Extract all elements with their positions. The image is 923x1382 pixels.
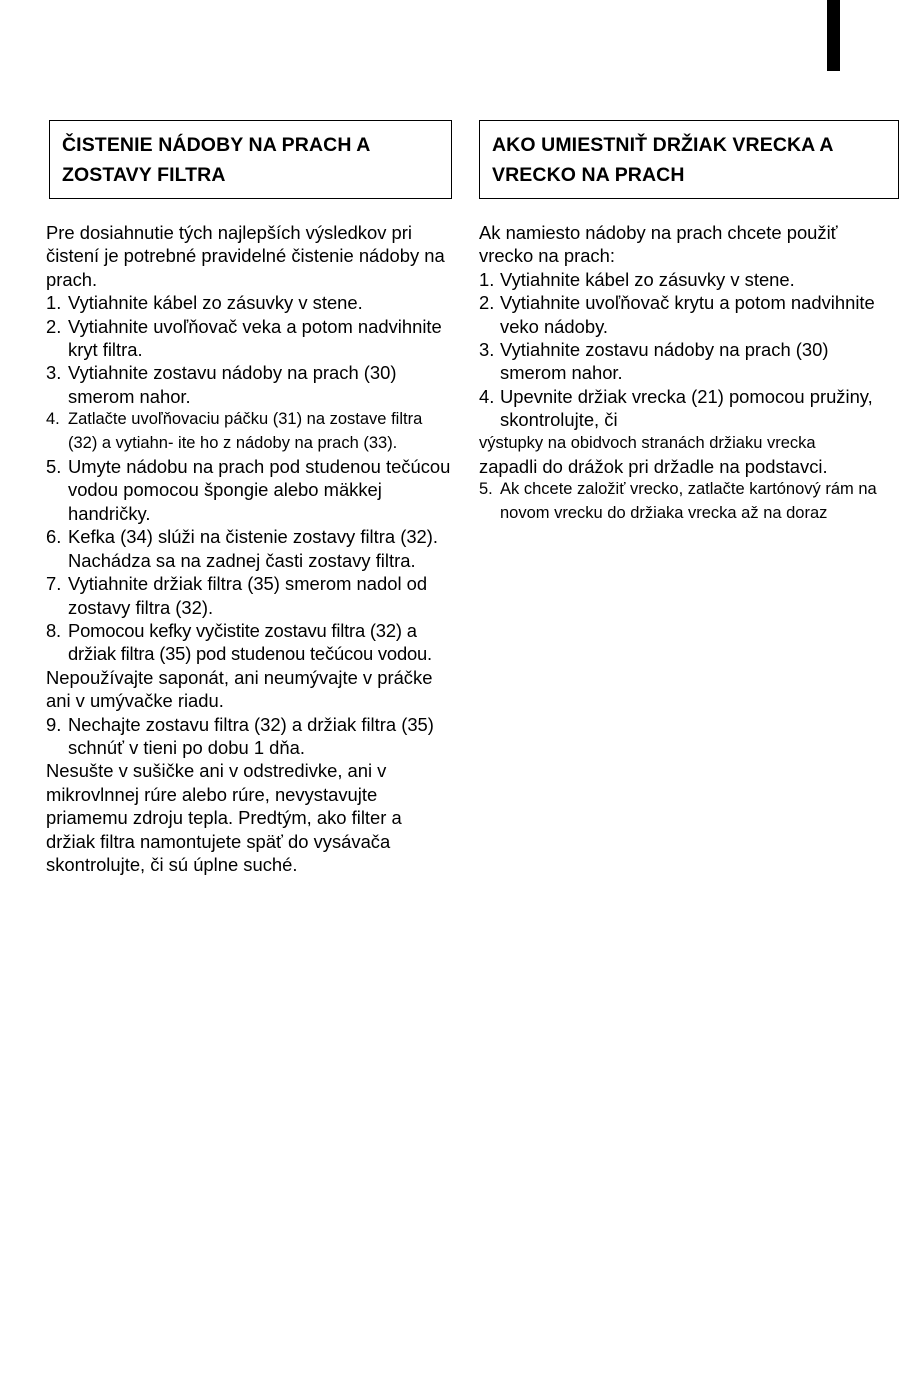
item-text: Umyte nádobu na prach pod studenou tečúcou vodou pomocou špongie alebo mäkkej handričky. bbox=[68, 456, 451, 524]
item-text: Nechajte zostavu filtra (32) a držiak filtra (35) schnúť v tieni po dobu 1 dňa. bbox=[68, 713, 434, 758]
item-text: Vytiahnite zostavu nádoby na prach (30) smerom nahor. bbox=[68, 362, 397, 407]
bag-instructions bbox=[479, 221, 889, 525]
item-text: Vytiahnite uvoľňovač veka a potom nadvihnite kryt filtra. bbox=[68, 315, 442, 361]
item-text: Vytiahnite kábel zo zásuvky v stene. bbox=[500, 268, 795, 290]
heading-line: AKO UMIESTNIŤ DRŽIAK VRECKA A bbox=[492, 134, 834, 156]
heading-line: ZOSTAVY FILTRA bbox=[62, 164, 226, 186]
list-item bbox=[46, 713, 452, 760]
list-item bbox=[479, 291, 889, 338]
list-item bbox=[46, 572, 452, 619]
item-number: 3. bbox=[479, 339, 495, 361]
list-item bbox=[479, 338, 889, 385]
cleaning-instructions bbox=[46, 221, 452, 876]
list-item bbox=[46, 361, 452, 408]
item-number: 4. bbox=[479, 385, 495, 407]
right-column bbox=[479, 120, 889, 525]
item-number: 4. bbox=[46, 410, 60, 429]
section-heading-cleaning bbox=[49, 120, 452, 199]
item-text: Ak chcete založiť vrecko, zatlačte kartónový rám na novom vrecku do držiaka vrecka až na doraz bbox=[500, 480, 877, 522]
warning-note: Nesušte v sušičke ani v odstredivke, ani v mikrovlnnej rúre alebo rúre, nevystavujte priamemu zdroju tepla. Predtým, ako filter a držiak filtra namontujete späť do vysávača skontrolujte, či sú úplne suché. bbox=[46, 760, 402, 875]
page-edge-tab bbox=[827, 0, 840, 71]
heading-line: ČISTENIE NÁDOBY NA PRACH A bbox=[62, 134, 371, 156]
item-text: Vytiahnite zostavu nádoby na prach (30) smerom nahor. bbox=[500, 339, 829, 384]
item-text: Kefka (34) slúži na čistenie zostavy filtra (32). Nachádza sa na zadnej časti zostavy filtra. bbox=[68, 526, 439, 571]
item-text: Zatlačte uvoľňovaciu páčku (31) na zostave filtra (32) a vytiahn- ite ho z nádoby na prach (33). bbox=[68, 410, 423, 452]
section-heading-bag-holder bbox=[479, 120, 899, 199]
list-item bbox=[479, 385, 889, 432]
list-item bbox=[479, 478, 889, 525]
list-item bbox=[46, 525, 452, 572]
list-item bbox=[479, 268, 889, 291]
warning-note: Nepoužívajte saponát, ani neumývajte v práčke ani v umývačke riadu. bbox=[46, 666, 433, 712]
continuation-line: výstupky na obidvoch stranách držiaku vrecka bbox=[479, 433, 816, 452]
left-column bbox=[46, 120, 452, 876]
item-number: 2. bbox=[46, 315, 62, 337]
item-number: 9. bbox=[46, 713, 62, 735]
item-number: 5. bbox=[46, 456, 62, 478]
list-item bbox=[46, 455, 452, 525]
item-text: Vytiahnite uvoľňovač krytu a potom nadvihnite veko nádoby. bbox=[500, 292, 875, 337]
item-number: 8. bbox=[46, 619, 61, 641]
item-number: 7. bbox=[46, 573, 62, 595]
item-number: 1. bbox=[479, 268, 495, 290]
intro-paragraph: Ak namiesto nádoby na prach chcete použiť vrecko na prach: bbox=[479, 222, 838, 267]
list-item bbox=[46, 408, 452, 455]
item-number: 6. bbox=[46, 526, 62, 548]
item-number: 1. bbox=[46, 292, 62, 314]
heading-line: VRECKO NA PRACH bbox=[492, 164, 685, 186]
item-text: Upevnite držiak vrecka (21) pomocou pružiny, skontrolujte, či bbox=[500, 385, 873, 431]
item-text: Vytiahnite držiak filtra (35) smerom nadol od zostavy filtra (32). bbox=[68, 573, 428, 618]
item-text: Vytiahnite kábel zo zásuvky v stene. bbox=[68, 292, 363, 314]
item-number: 3. bbox=[46, 362, 62, 384]
list-item bbox=[46, 291, 452, 314]
continuation-line: zapadli do drážok pri držadle na podstavci. bbox=[479, 456, 828, 478]
item-number: 2. bbox=[479, 292, 495, 314]
list-item bbox=[46, 315, 452, 362]
item-number: 5. bbox=[479, 480, 493, 499]
list-item bbox=[46, 619, 452, 666]
item-text: Pomocou kefky vyčistite zostavu filtra (32) a držiak filtra (35) pod studenou tečúcou vodou. bbox=[68, 619, 432, 665]
intro-paragraph: Pre dosiahnutie tých najlepších výsledkov pri čistení je potrebné pravidelné čistenie nádoby na prach. bbox=[46, 222, 445, 290]
